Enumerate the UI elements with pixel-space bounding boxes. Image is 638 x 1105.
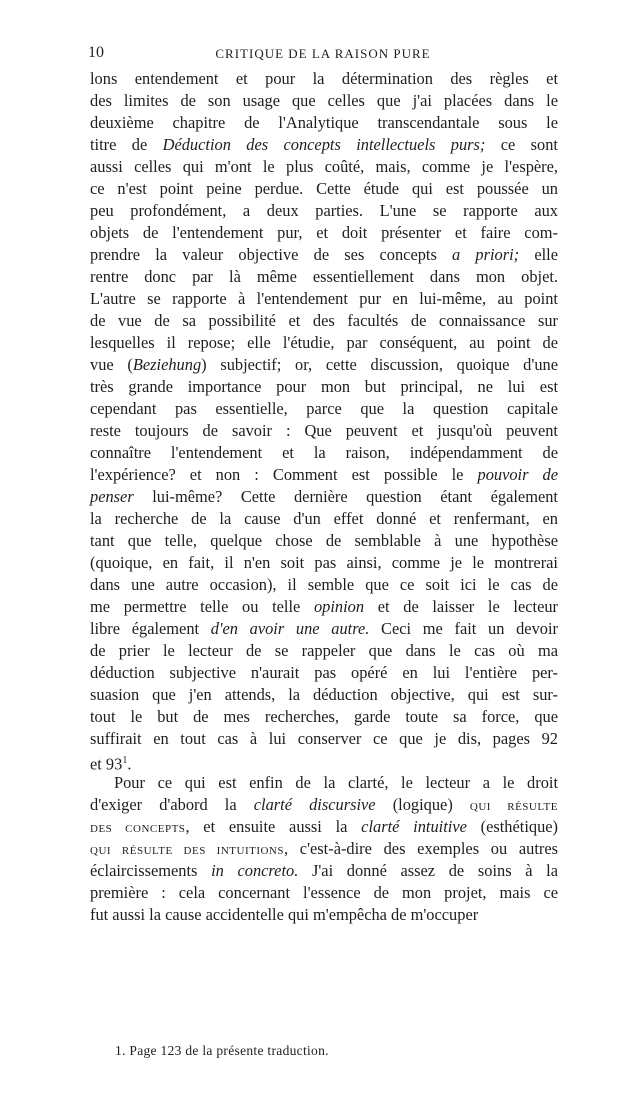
text-line xyxy=(90,68,558,90)
text-line xyxy=(90,376,558,398)
text-line xyxy=(90,860,558,882)
footnote-ref: 1 xyxy=(122,755,128,766)
text-segment: des limites de son usage que celles que j'ai placées dans le xyxy=(90,91,558,110)
text-line xyxy=(90,816,558,838)
text-segment: dans une autre occasion), il semble que ce soit ici le cas de xyxy=(90,575,558,594)
text-line xyxy=(90,134,558,156)
text-segment: tout le but de mes recherches, garde toute sa force, que xyxy=(90,707,558,726)
page-number: 10 xyxy=(88,44,104,61)
italic-text: opinion xyxy=(313,597,365,616)
text-segment: J'ai donné assez de soins à la xyxy=(298,861,558,880)
text-segment: (quoique, en fait, il n'en soit pas ainsi, comme je le montrerai xyxy=(90,553,558,572)
italic-text: Déduction des concepts intellectuels purs; xyxy=(162,135,486,154)
text-segment: titre de xyxy=(90,135,163,154)
small-caps-text: DES CONCEPTS xyxy=(90,823,186,835)
text-line xyxy=(90,904,558,926)
italic-text: Beziehung xyxy=(132,355,202,374)
text-segment: suasion que j'en attends, la déduction objective, qui est sur- xyxy=(90,685,558,704)
text-segment: et 93 xyxy=(90,754,123,774)
text-line xyxy=(90,354,558,376)
italic-text: penser xyxy=(90,487,134,506)
text-segment: prendre la valeur objective de ses concepts xyxy=(90,245,453,264)
text-segment: et de laisser le lecteur xyxy=(364,597,559,616)
text-segment: me permettre telle ou telle xyxy=(90,597,314,616)
text-line xyxy=(90,112,558,134)
text-segment: de prier le lecteur de se rappeler que dans le cas où ma xyxy=(90,641,558,660)
text-segment: Pour ce qui est enfin de la clarté, le lecteur a le droit xyxy=(114,773,558,792)
text-segment: connaître l'entendement et la raison, indépendamment de xyxy=(90,443,558,462)
text-line xyxy=(90,464,558,486)
text-line xyxy=(90,838,558,860)
text-segment: première : cela concernant l'essence de mon projet, mais ce xyxy=(90,883,558,902)
text-segment: tant que telle, quelque chose de semblable à une hypothèse xyxy=(90,531,558,550)
text-segment: très grande importance pour mon but principal, ne lui est xyxy=(90,377,558,396)
text-line xyxy=(90,706,558,728)
text-line xyxy=(90,200,558,222)
text-segment: deuxième chapitre de l'Analytique transcendantale sous le xyxy=(90,113,558,132)
text-segment: la recherche de la cause d'un effet donné et renfermant, en xyxy=(90,509,558,528)
italic-text: a priori; xyxy=(452,245,520,264)
text-segment: peu profondément, a deux parties. L'une se rapporte aux xyxy=(90,201,558,220)
small-caps-text: QUI RÉSULTE xyxy=(469,801,558,813)
text-segment: objets de l'entendement pur, et doit présenter et faire com- xyxy=(90,223,558,242)
text-segment: cependant pas essentielle, parce que la question capitale xyxy=(90,399,558,418)
text-line xyxy=(90,486,558,508)
italic-text: pouvoir de xyxy=(477,465,559,484)
text-segment: ce n'est point peine perdue. Cette étude qui est poussée un xyxy=(90,179,558,198)
text-line xyxy=(90,882,558,904)
text-segment: (logique) xyxy=(375,795,470,814)
text-line xyxy=(90,508,558,530)
text-segment: ce sont xyxy=(485,135,558,154)
text-line xyxy=(90,574,558,596)
text-line xyxy=(90,244,558,266)
text-line xyxy=(90,90,558,112)
text-segment: . xyxy=(127,754,132,774)
text-segment: ) subjectif; or, cette discussion, quoique d'une xyxy=(201,355,558,374)
text-segment: elle xyxy=(519,245,558,264)
text-line xyxy=(90,288,558,310)
italic-text: d'en avoir une autre. xyxy=(210,619,370,638)
text-line xyxy=(90,530,558,552)
text-line xyxy=(90,442,558,464)
text-segment: libre également xyxy=(90,619,211,638)
text-line xyxy=(90,640,558,662)
text-line xyxy=(90,398,558,420)
text-segment: aussi celles qui m'ont le plus coûté, mais, comme je l'espère, xyxy=(90,157,558,176)
text-segment: suffirait en tout cas à lui conserver ce que je dis, pages 92 xyxy=(90,729,558,748)
italic-text: in concreto. xyxy=(211,861,299,880)
text-line xyxy=(90,750,558,772)
text-line xyxy=(90,222,558,244)
text-line xyxy=(90,794,558,816)
page-header xyxy=(88,44,558,64)
text-segment: rentre donc par là même essentiellement dans mon objet. xyxy=(90,267,558,286)
italic-text: clarté discursive xyxy=(253,795,376,814)
text-segment: (esthétique) xyxy=(466,817,558,836)
text-segment: L'autre se rapporte à l'entendement pur en lui-même, au point xyxy=(90,289,558,308)
text-line xyxy=(90,310,558,332)
text-line xyxy=(90,684,558,706)
text-line xyxy=(90,728,558,750)
text-line xyxy=(90,552,558,574)
text-segment: reste toujours de savoir : Que peuvent et jusqu'où peuvent xyxy=(90,421,558,440)
text-line xyxy=(90,178,558,200)
text-line xyxy=(90,618,558,640)
text-line xyxy=(90,420,558,442)
footnote: 1. Page 123 de la présente traduction. xyxy=(115,1043,329,1058)
text-line xyxy=(90,266,558,288)
text-line xyxy=(90,772,558,794)
text-segment: , et ensuite aussi la xyxy=(185,817,362,836)
running-title: CRITIQUE DE LA RAISON PURE xyxy=(215,46,431,61)
text-segment: déduction subjective n'aurait pas opéré en lui l'entière per- xyxy=(90,663,558,682)
text-line xyxy=(90,596,558,618)
text-segment: l'expérience? et non : Comment est possible le xyxy=(90,465,478,484)
small-caps-text: QUI RÉSULTE DES INTUITIONS xyxy=(90,845,284,857)
text-segment: lons entendement et pour la détermination des règles et xyxy=(90,69,558,88)
text-segment: , c'est-à-dire des exemples ou autres xyxy=(284,839,559,858)
body-text xyxy=(90,68,558,926)
text-line xyxy=(90,332,558,354)
text-segment: éclaircissements xyxy=(90,861,212,880)
text-segment: lesquelles il repose; elle l'étudie, par conséquent, au point de xyxy=(90,333,558,352)
italic-text: clarté intuitive xyxy=(361,817,467,836)
text-line xyxy=(90,156,558,178)
text-segment: vue ( xyxy=(90,355,133,374)
text-segment: de vue de sa possibilité et des facultés de connaissance sur xyxy=(90,311,558,330)
text-segment: fut aussi la cause accidentelle qui m'empêcha de m'occuper xyxy=(90,905,479,924)
text-segment: Ceci me fait un devoir xyxy=(369,619,558,638)
text-line xyxy=(90,662,558,684)
text-segment: lui-même? Cette dernière question étant également xyxy=(133,487,558,506)
text-segment: d'exiger d'abord la xyxy=(90,795,254,814)
